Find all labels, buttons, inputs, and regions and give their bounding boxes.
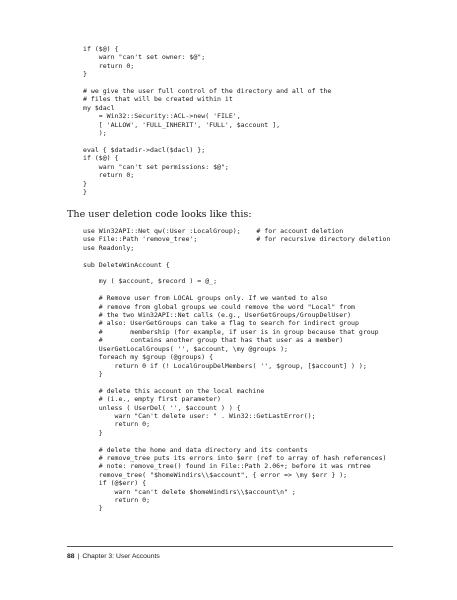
code-line: warn "Can't delete user: " . Win32::GetLastError(); [83,411,316,420]
code-line: use Readonly; [83,243,135,252]
code-line: # membership (for example, if user is in group because that group [83,327,379,336]
chapter-title: Chapter 3: User Accounts [82,553,160,560]
code-line: unless ( UserDel( '', $account ) ) { [83,403,241,412]
code-line: if ($@) { [83,154,119,163]
footer-separator: | [77,553,80,560]
footer-rule [67,546,393,547]
code-line: return 0; [83,496,151,504]
code-line: return 0; [83,171,135,180]
code-line: = Win32::Security::ACL->new( 'FILE', [83,112,241,121]
page-footer [67,553,160,560]
code-line: return 0; [83,420,151,429]
code-line: return 0 if (! LocalGroupDelMembers( '', $group, [$account] ) ); [83,361,367,370]
code-line: eval { $datadir->dacl($dacl) }; [83,145,206,154]
code-line: sub DeleteWinAccount { [83,260,170,269]
code-line: } [83,369,103,378]
code-line: return 0; [83,61,135,70]
code-line: warn "can't set permissions: $@"; [83,162,229,171]
code-line: warn "can't delete $homeWindirs\\$account\n" ; [83,487,296,496]
code-line: my ( $account, $record ) = @_; [83,277,218,286]
code-line: # we give the user full control of the directory and all of the [83,87,332,96]
code-line: # contains another group that has that user as a member) [83,336,344,345]
code-line: UserGetLocalGroups( '', $account, \my @groups ); [83,344,288,353]
code-line: ); [83,129,107,138]
code-line: if (@$err) { [83,479,147,488]
code-line: # (i.e., empty first parameter) [83,395,221,404]
code-line: # note: remove_tree() found in File::Path 2.06+; before it was rmtree [83,462,371,471]
code-line: remove_tree( "$homeWindirs\\$account", { error => \my $err } ); [83,470,348,479]
code-line: # remove from global groups we could remove the word "Local" from [83,302,355,311]
code-line: } [83,70,87,79]
code-line: use Win32API::Net qw(:User :LocalGroup); # for account deletion [83,227,344,235]
code-line: # files that will be created within it [83,95,233,104]
code-line: # also: UserGetGroups can take a flag to search for indirect group [83,319,359,328]
code-line: # delete this account on the local machine [83,386,265,395]
body-paragraph: The user deletion code looks like this: [67,209,252,220]
code-line: } [83,179,87,188]
code-line: foreach my $group (@groups) { [83,353,214,362]
code-line: } [83,428,103,437]
code-line: use File::Path 'remove_tree'; # for recursive directory deletion [83,235,391,244]
code-line: # Remove user from LOCAL groups only. If we wanted to also [83,294,328,303]
code-line: # remove_tree puts its errors into $err (ref to array of hash references) [83,453,387,462]
code-line: warn "can't set owner: $@"; [83,53,206,62]
code-line: } [83,187,87,196]
code-line: } [83,504,103,513]
code-line: # delete the home and data directory and its contents [83,445,308,454]
code-line: my $dacl [83,103,115,112]
page-number: 88 [67,553,75,560]
code-line: # the two Win32API::Net calls (e.g., UserGetGroups/GroupDelUser) [83,311,352,320]
code-listing-delete-account [83,227,443,513]
code-line: [ 'ALLOW', 'FULL_INHERIT', 'FULL', $account ], [83,120,281,129]
code-listing-top [83,45,443,196]
code-line: if ($@) { [83,45,119,53]
